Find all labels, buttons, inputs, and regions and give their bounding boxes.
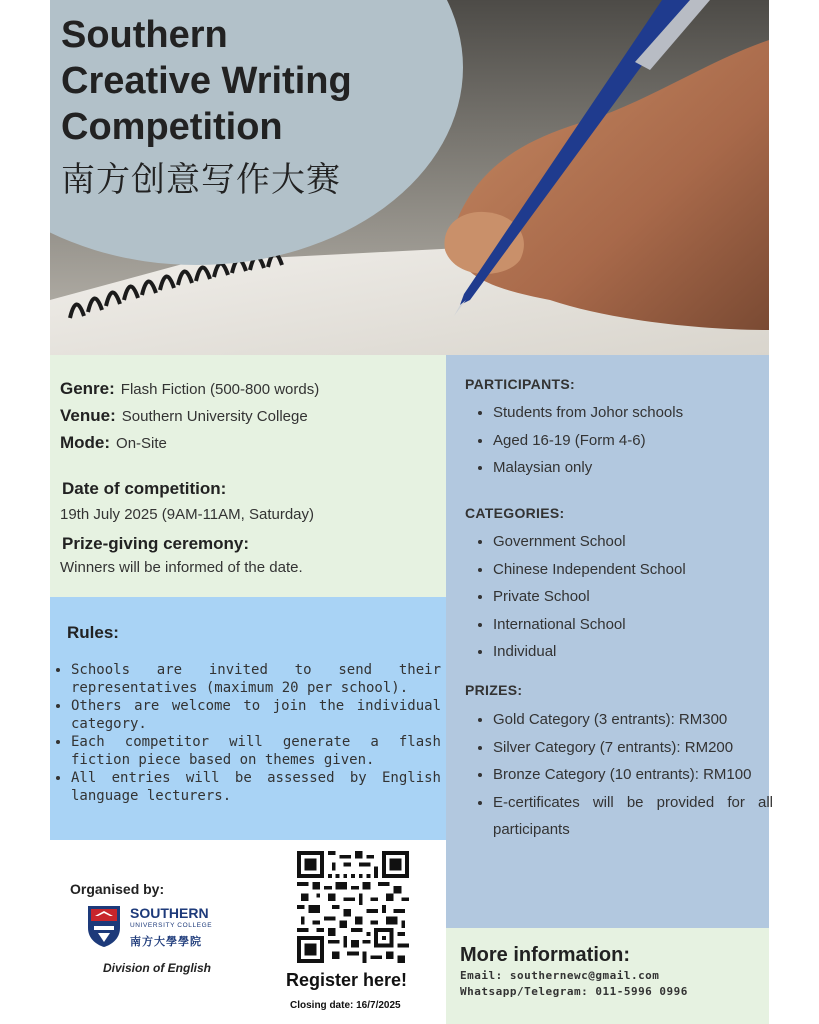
participant-item: • Students from Johor schools — [493, 399, 773, 427]
categories-heading: CATEGORIES: — [465, 505, 565, 521]
rule-item: • Schools are invited to send their representatives (maximum 20 per school). — [71, 661, 441, 697]
mode-row — [60, 433, 167, 453]
participants-panel — [446, 355, 773, 928]
university-crest-icon — [86, 904, 122, 948]
details-panel — [50, 355, 446, 597]
closing-date: Closing date: 16/7/2025 — [290, 1000, 401, 1011]
venue-label: Venue: — [60, 406, 116, 425]
register-label[interactable]: Register here! — [286, 970, 408, 990]
venue-row — [60, 406, 308, 426]
title-line-1: Southern — [61, 14, 228, 56]
category-item: • Government School — [493, 528, 773, 556]
prizes-list — [474, 706, 773, 844]
organiser-panel — [50, 840, 446, 1024]
rules-heading: Rules: — [67, 623, 119, 642]
mode-value: On-Site — [116, 435, 167, 452]
venue-value: Southern University College — [121, 408, 308, 425]
prizes-heading: PRIZES: — [465, 682, 523, 698]
category-item: • Chinese Independent School — [493, 556, 773, 584]
category-item: • International School — [493, 611, 773, 639]
more-info-heading: More information: — [460, 944, 630, 966]
date-label: Date of competition: — [62, 479, 227, 498]
categories-list — [474, 528, 773, 666]
category-item: • Individual — [493, 638, 773, 666]
participant-item: • Aged 16-19 (Form 4-6) — [493, 427, 773, 455]
category-item: • Private School — [493, 583, 773, 611]
prize-item: • Bronze Category (10 entrants): RM100 — [493, 761, 773, 789]
qr-code-icon[interactable] — [297, 851, 409, 963]
contact-phone[interactable]: Whatsapp/Telegram: 011-5996 0996 — [460, 985, 688, 998]
rule-item: • Others are welcome to join the individual category. — [71, 697, 441, 733]
hero-section — [50, 0, 769, 355]
contact-email[interactable]: Email: southernewc@gmail.com — [460, 969, 660, 982]
title-line-2: Creative Writing — [61, 60, 352, 102]
participants-heading: PARTICIPANTS: — [465, 376, 575, 392]
division-label: Division of English — [103, 961, 212, 975]
title-line-3: Competition — [61, 106, 283, 148]
prize-item: • Gold Category (3 entrants): RM300 — [493, 706, 773, 734]
genre-row — [60, 379, 319, 399]
poster — [50, 0, 773, 1024]
title-chinese: 南方创意写作大赛 — [61, 161, 341, 199]
rule-item: • Each competitor will generate a flash fiction piece based on themes given. — [71, 733, 441, 769]
university-name: SOUTHERN — [130, 905, 209, 921]
ceremony-value: Winners will be informed of the date. — [60, 559, 303, 576]
rules-panel — [50, 597, 446, 840]
ceremony-label: Prize-giving ceremony: — [62, 534, 250, 553]
university-subtitle: UNIVERSITY COLLEGE — [130, 922, 213, 929]
more-info-panel — [446, 928, 769, 1024]
rule-item: • All entries will be assessed by English language lecturers. — [71, 769, 441, 805]
prize-item: • Silver Category (7 entrants): RM200 — [493, 734, 773, 762]
participant-item: • Malaysian only — [493, 454, 773, 482]
rules-list — [58, 661, 441, 805]
university-name-chinese: 南方大學學院 — [130, 936, 202, 948]
genre-label: Genre: — [60, 379, 115, 398]
organised-by-label: Organised by: — [70, 881, 165, 897]
date-value: 19th July 2025 (9AM-11AM, Saturday) — [60, 506, 315, 523]
genre-value: Flash Fiction (500-800 words) — [120, 381, 320, 398]
mode-label: Mode: — [60, 433, 111, 452]
participants-list — [474, 399, 773, 482]
prize-item: • E-certificates will be provided for all participants — [493, 789, 773, 844]
